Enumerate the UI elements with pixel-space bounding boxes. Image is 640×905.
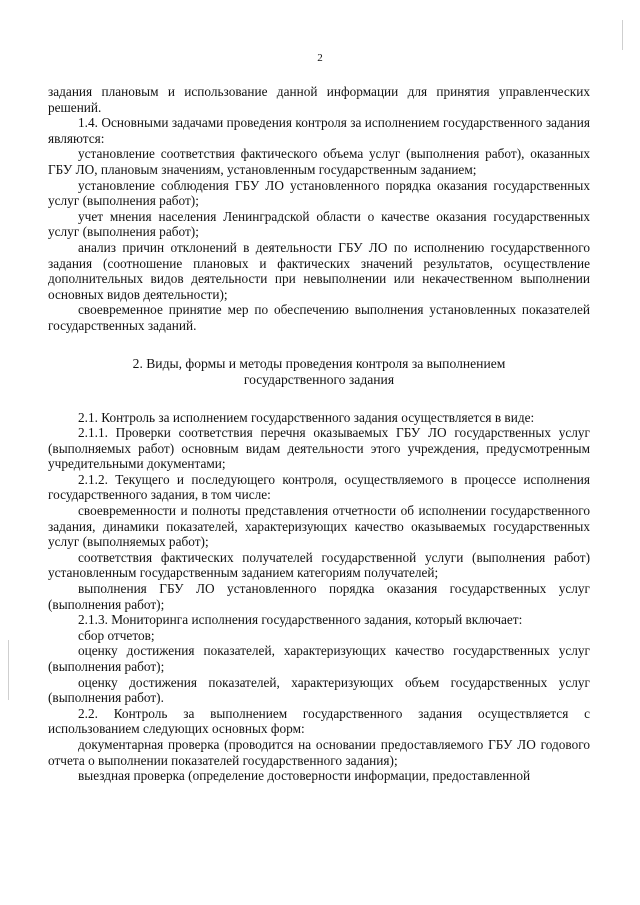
paragraph: выполнения ГБУ ЛО установленного порядка оказания государственных услуг (выполнения работ); [48, 581, 590, 612]
paragraph: своевременное принятие мер по обеспечению выполнения установленных показателей государственных заданий. [48, 302, 590, 333]
paragraph: оценку достижения показателей, характеризующих качество государственных услуг (выполнения работ); [48, 643, 590, 674]
section-heading [48, 356, 590, 388]
paragraph: 2.2. Контроль за выполнением государственного задания осуществляется с использованием следующих основных форм: [48, 705, 590, 737]
paragraph: своевременности и полноты представления отчетности об исполнении государственного задания, динамики показателей, характеризующих качество оказываемых государственных услуг (выполняемых работ); [48, 503, 590, 550]
section-1-text [48, 84, 590, 334]
scan-edge-mark [8, 640, 9, 700]
paragraph: соответствия фактических получателей государственной услуги (выполнения работ) установленным государственным заданием категориям получателей; [48, 549, 590, 581]
page-number: 2 [317, 52, 323, 64]
paragraph: 2.1.1. Проверки соответствия перечня оказываемых ГБУ ЛО государственных услуг (выполняемых работ) основным видам деятельности этого учреждения, предусмотренным учредительными документами; [48, 425, 590, 472]
section-2-text [48, 410, 590, 784]
paragraph: 2.1.2. Текущего и последующего контроля, осуществляемого в процессе исполнения государственного задания, в том числе: [48, 471, 590, 503]
paragraph: учет мнения населения Ленинградской области о качестве оказания государственных услуг (выполнения работ); [48, 208, 590, 240]
paragraph: 2.1.3. Мониторинга исполнения государственного задания, который включает: [78, 612, 523, 628]
paragraph: 2.1. Контроль за исполнением государственного задания осуществляется в виде: [78, 409, 535, 425]
paragraph: анализ причин отклонений в деятельности ГБУ ЛО по исполнению государственного задания (соотношение плановых и фактических значений результатов, осуществление дополнительных видов деятельности при невыполнении или некачественном выполнении основных видов деятельности); [48, 239, 590, 302]
paragraph: установление соответствия фактического объема услуг (выполнения работ), оказанных ГБУ ЛО, плановым значениям, установленным государственным заданием; [48, 146, 590, 177]
document-body [48, 84, 590, 784]
heading-line-2: государственного задания [243, 371, 395, 387]
paragraph: документарная проверка (проводится на основании предоставляемого ГБУ ЛО годового отчета о выполнении показателей государственного задания); [48, 736, 590, 768]
heading-line-1: 2. Виды, формы и методы проведения контроля за выполнением [132, 355, 506, 371]
paragraph: выездная проверка (определение достоверности информации, предоставленной [78, 768, 531, 784]
paragraph: 1.4. Основными задачами проведения контроля за исполнением государственного задания являются: [48, 115, 590, 146]
scan-edge-mark [622, 20, 623, 50]
paragraph: установление соблюдения ГБУ ЛО установленного порядка оказания государственных услуг (выполнения работ); [48, 177, 590, 209]
paragraph: сбор отчетов; [78, 627, 155, 643]
paragraph: задания плановым и использование данной информации для принятия управленческих решений. [48, 84, 590, 115]
paragraph: оценку достижения показателей, характеризующих объем государственных услуг (выполнения работ). [48, 674, 590, 706]
